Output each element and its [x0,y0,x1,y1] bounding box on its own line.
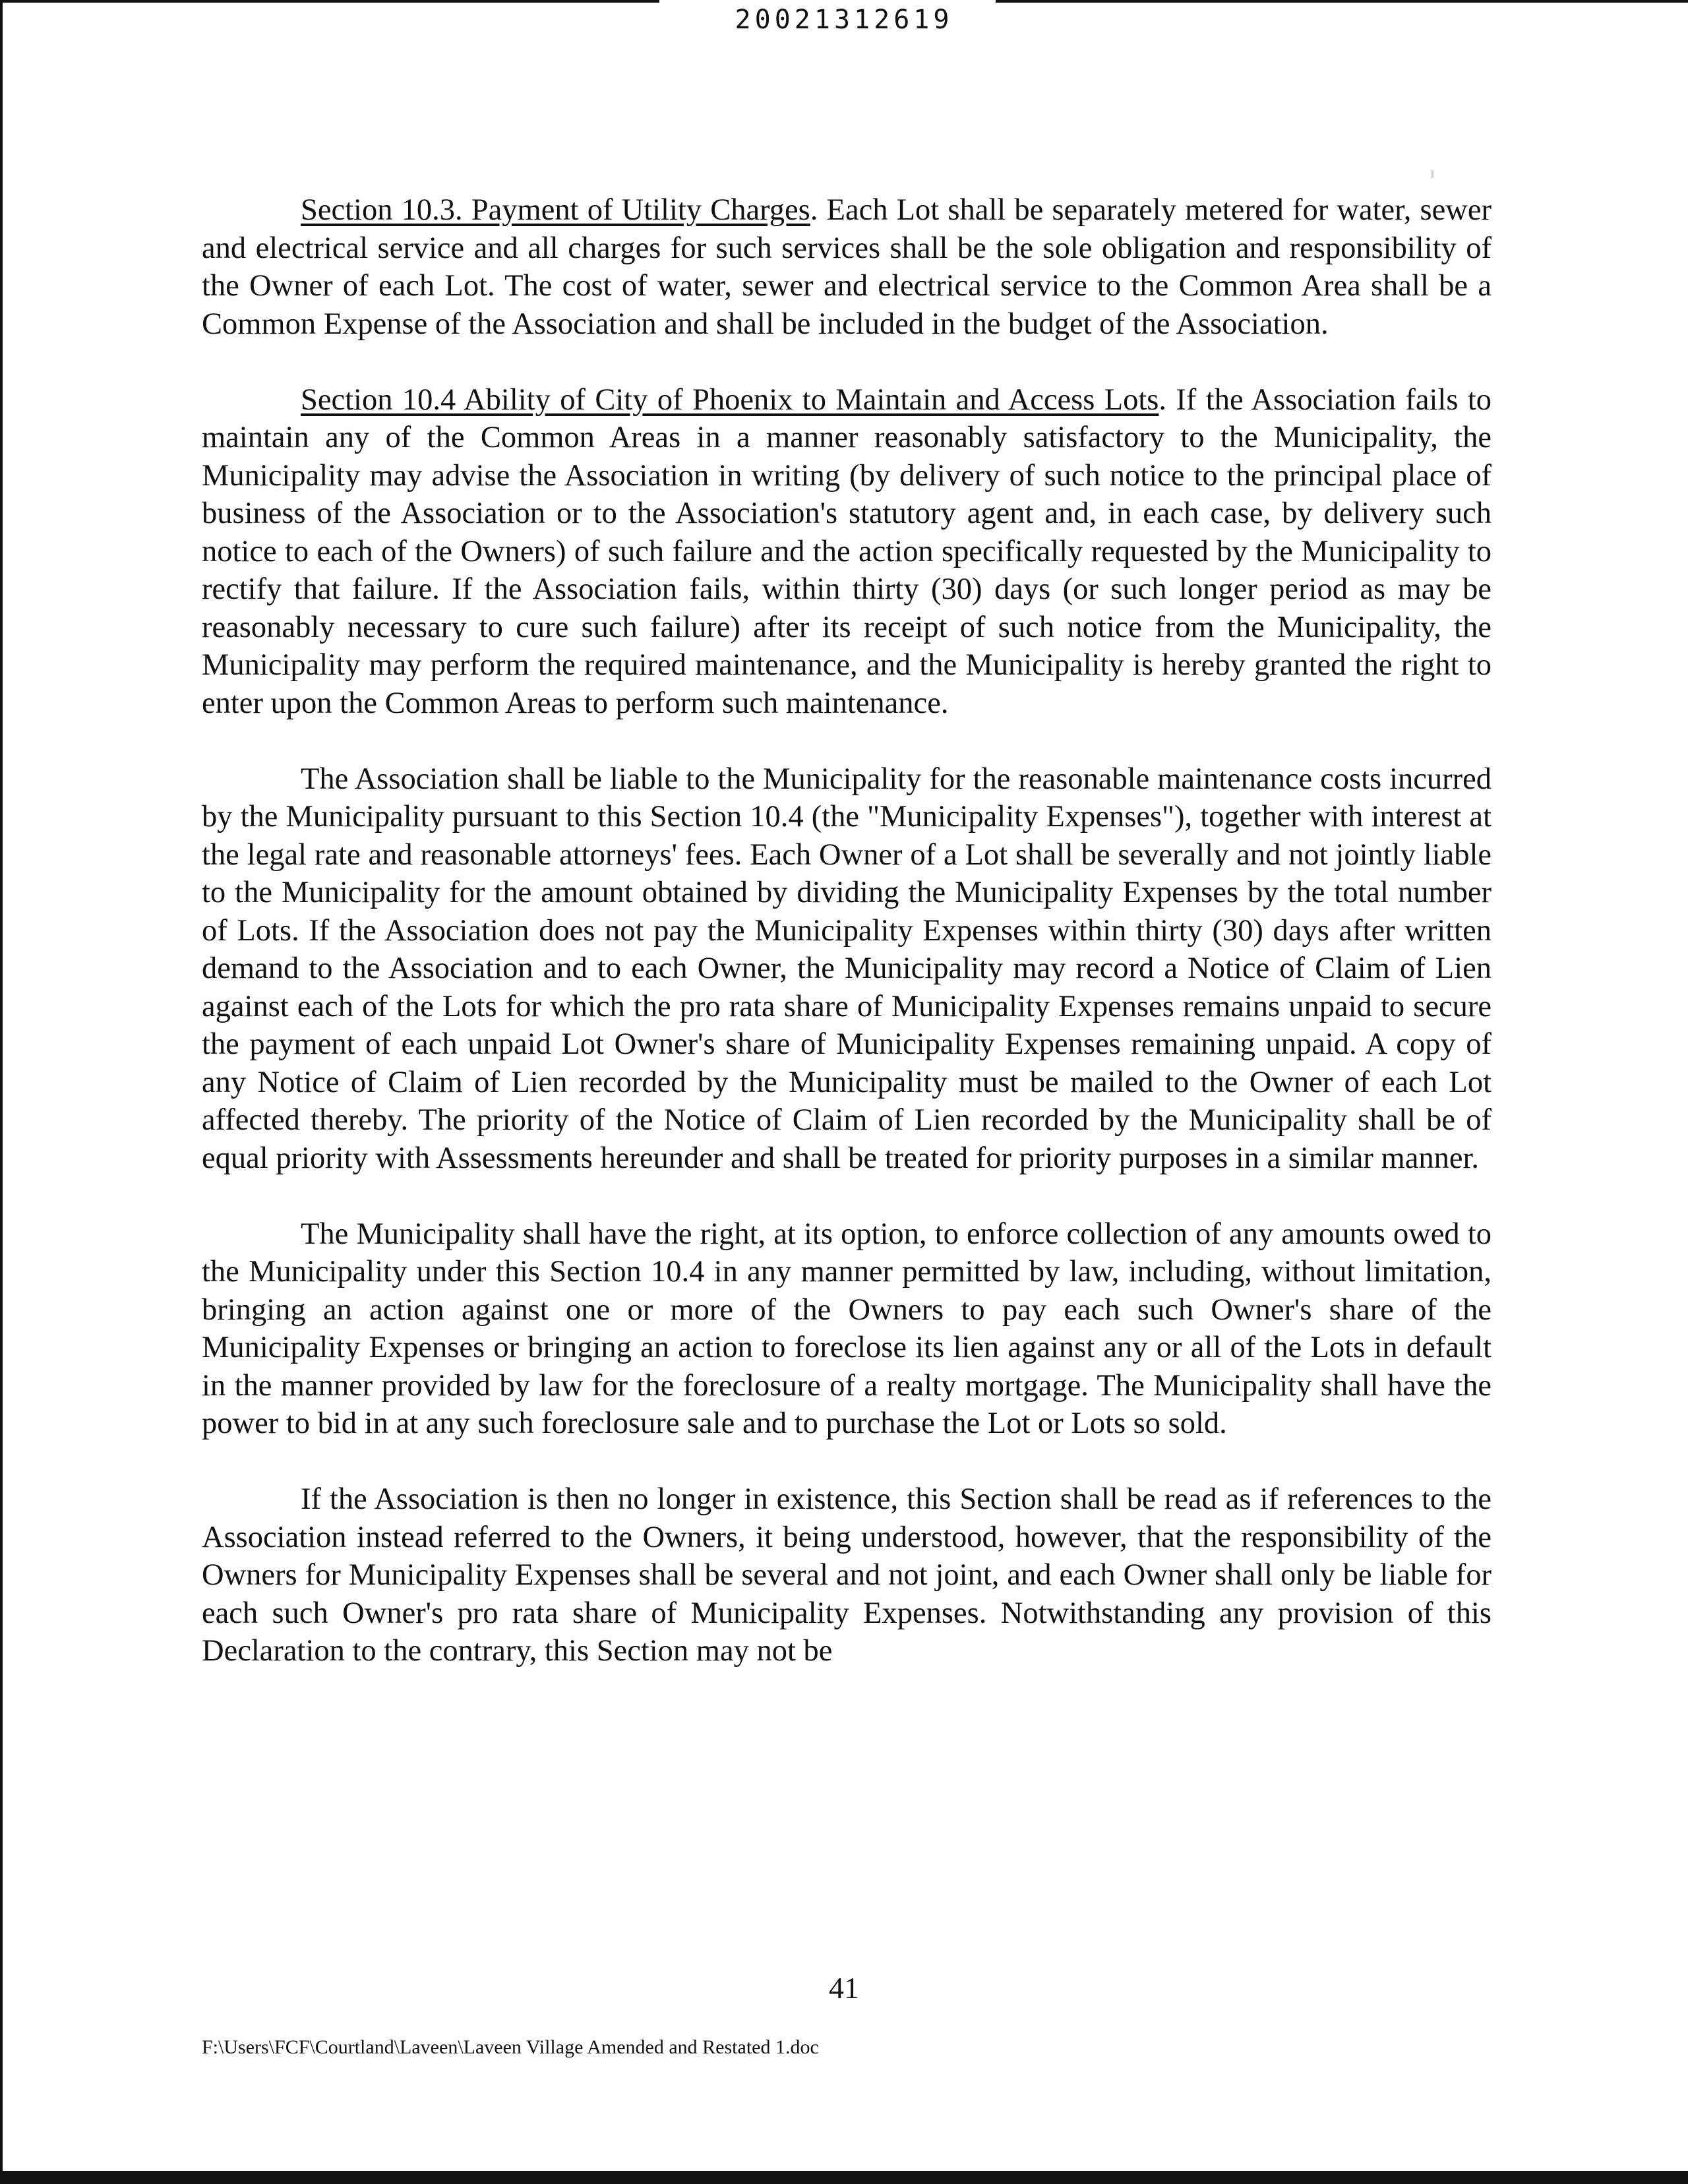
liability-paragraph: The Association shall be liable to the Municipality for the reasonable maintenance costs incurred by the Municipality pursuant to this Section 10.4 (the "Municipality Expenses"), together with interest at the legal rate and reasonable attorneys' fees. Each Owner of a Lot shall be severally and not jointly liable to the Municipality for the amount obtained by dividing the Municipality Expenses by the total number of Lots. If the Association does not pay the Municipality Expenses within thirty (30) days after written demand to the Association and to each Owner, the Municipality may record a Notice of Claim of Lien against each of the Lots for which the pro rata share of Municipality Expenses remains unpaid to secure the payment of each unpaid Lot Owner's share of Municipality Expenses remaining unpaid. A copy of any Notice of Claim of Lien recorded by the Municipality must be mailed to the Owner of each Lot affected thereby. The priority of the Notice of Claim of Lien recorded by the Municipality shall be of equal priority with Assessments hereunder and shall be treated for priority purposes in a similar manner. [202,762,1492,1175]
section-10-4-paragraph [202,381,1492,723]
scan-bottom-rule [0,2171,1688,2184]
section-10-4-heading: Section 10.4 Ability of City of Phoenix to Maintain and Access Lots [301,382,1159,417]
document-body [202,191,1492,1708]
scan-mark [1432,170,1433,178]
section-10-4-text: . If the Association fails to maintain any of the Common Areas in a manner reasonably satisfactory to the Municipality, the Municipality may advise the Association in writing (by delivery of such notice to the principal place of business of the Association or to the Association's statutory agent and, in each case, by delivery such notice to each of the Owners) of such failure and the action specifically requested by the Municipality to rectify that failure. If the Association fails, within thirty (30) days (or such longer period as may be reasonably necessary to cure such failure) after its receipt of such notice from the Municipality, the Municipality may perform the required maintenance, and the Municipality is hereby granted the right to enter upon the Common Areas to perform such maintenance. [202,382,1492,720]
file-path: F:\Users\FCF\Courtland\Laveen\Laveen Village Amended and Restated 1.doc [202,2036,819,2058]
section-10-3-text: . Each Lot shall be separately metered for water, sewer and electrical service and all charges for such services shall be the sole obligation and responsibility of the Owner of each Lot. The cost of water, sewer and electrical service to the Common Area shall be a Common Expense of the Association and shall be included in the budget of the Association. [202,193,1492,341]
association-existence-paragraph: If the Association is then no longer in existence, this Section shall be read as if references to the Association instead referred to the Owners, it being understood, however, that the responsibility of the Owners for Municipality Expenses shall be several and not joint, and each Owner shall only be liable for each such Owner's pro rata share of Municipality Expenses. Notwithstanding any provision of this Declaration to the contrary, this Section may not be [202,1482,1492,1668]
section-10-3-paragraph [202,191,1492,343]
document-number: 20021312619 [735,5,953,35]
scan-left-edge [0,0,3,2184]
enforcement-paragraph: The Municipality shall have the right, at its option, to enforce collection of any amounts owed to the Municipality under this Section 10.4 in any manner permitted by law, including, without limitation, bringing an action against one or more of the Owners to pay each such Owner's share of the Municipality Expenses or bringing an action to foreclose its lien against any or all of the Lots in default in the manner provided by law for the foreclosure of a realty mortgage. The Municipality shall have the power to bid in at any such foreclosure sale and to purchase the Lot or Lots so sold. [202,1217,1492,1440]
section-10-3-heading: Section 10.3. Payment of Utility Charges [301,193,810,227]
page-number: 41 [829,1971,859,2005]
